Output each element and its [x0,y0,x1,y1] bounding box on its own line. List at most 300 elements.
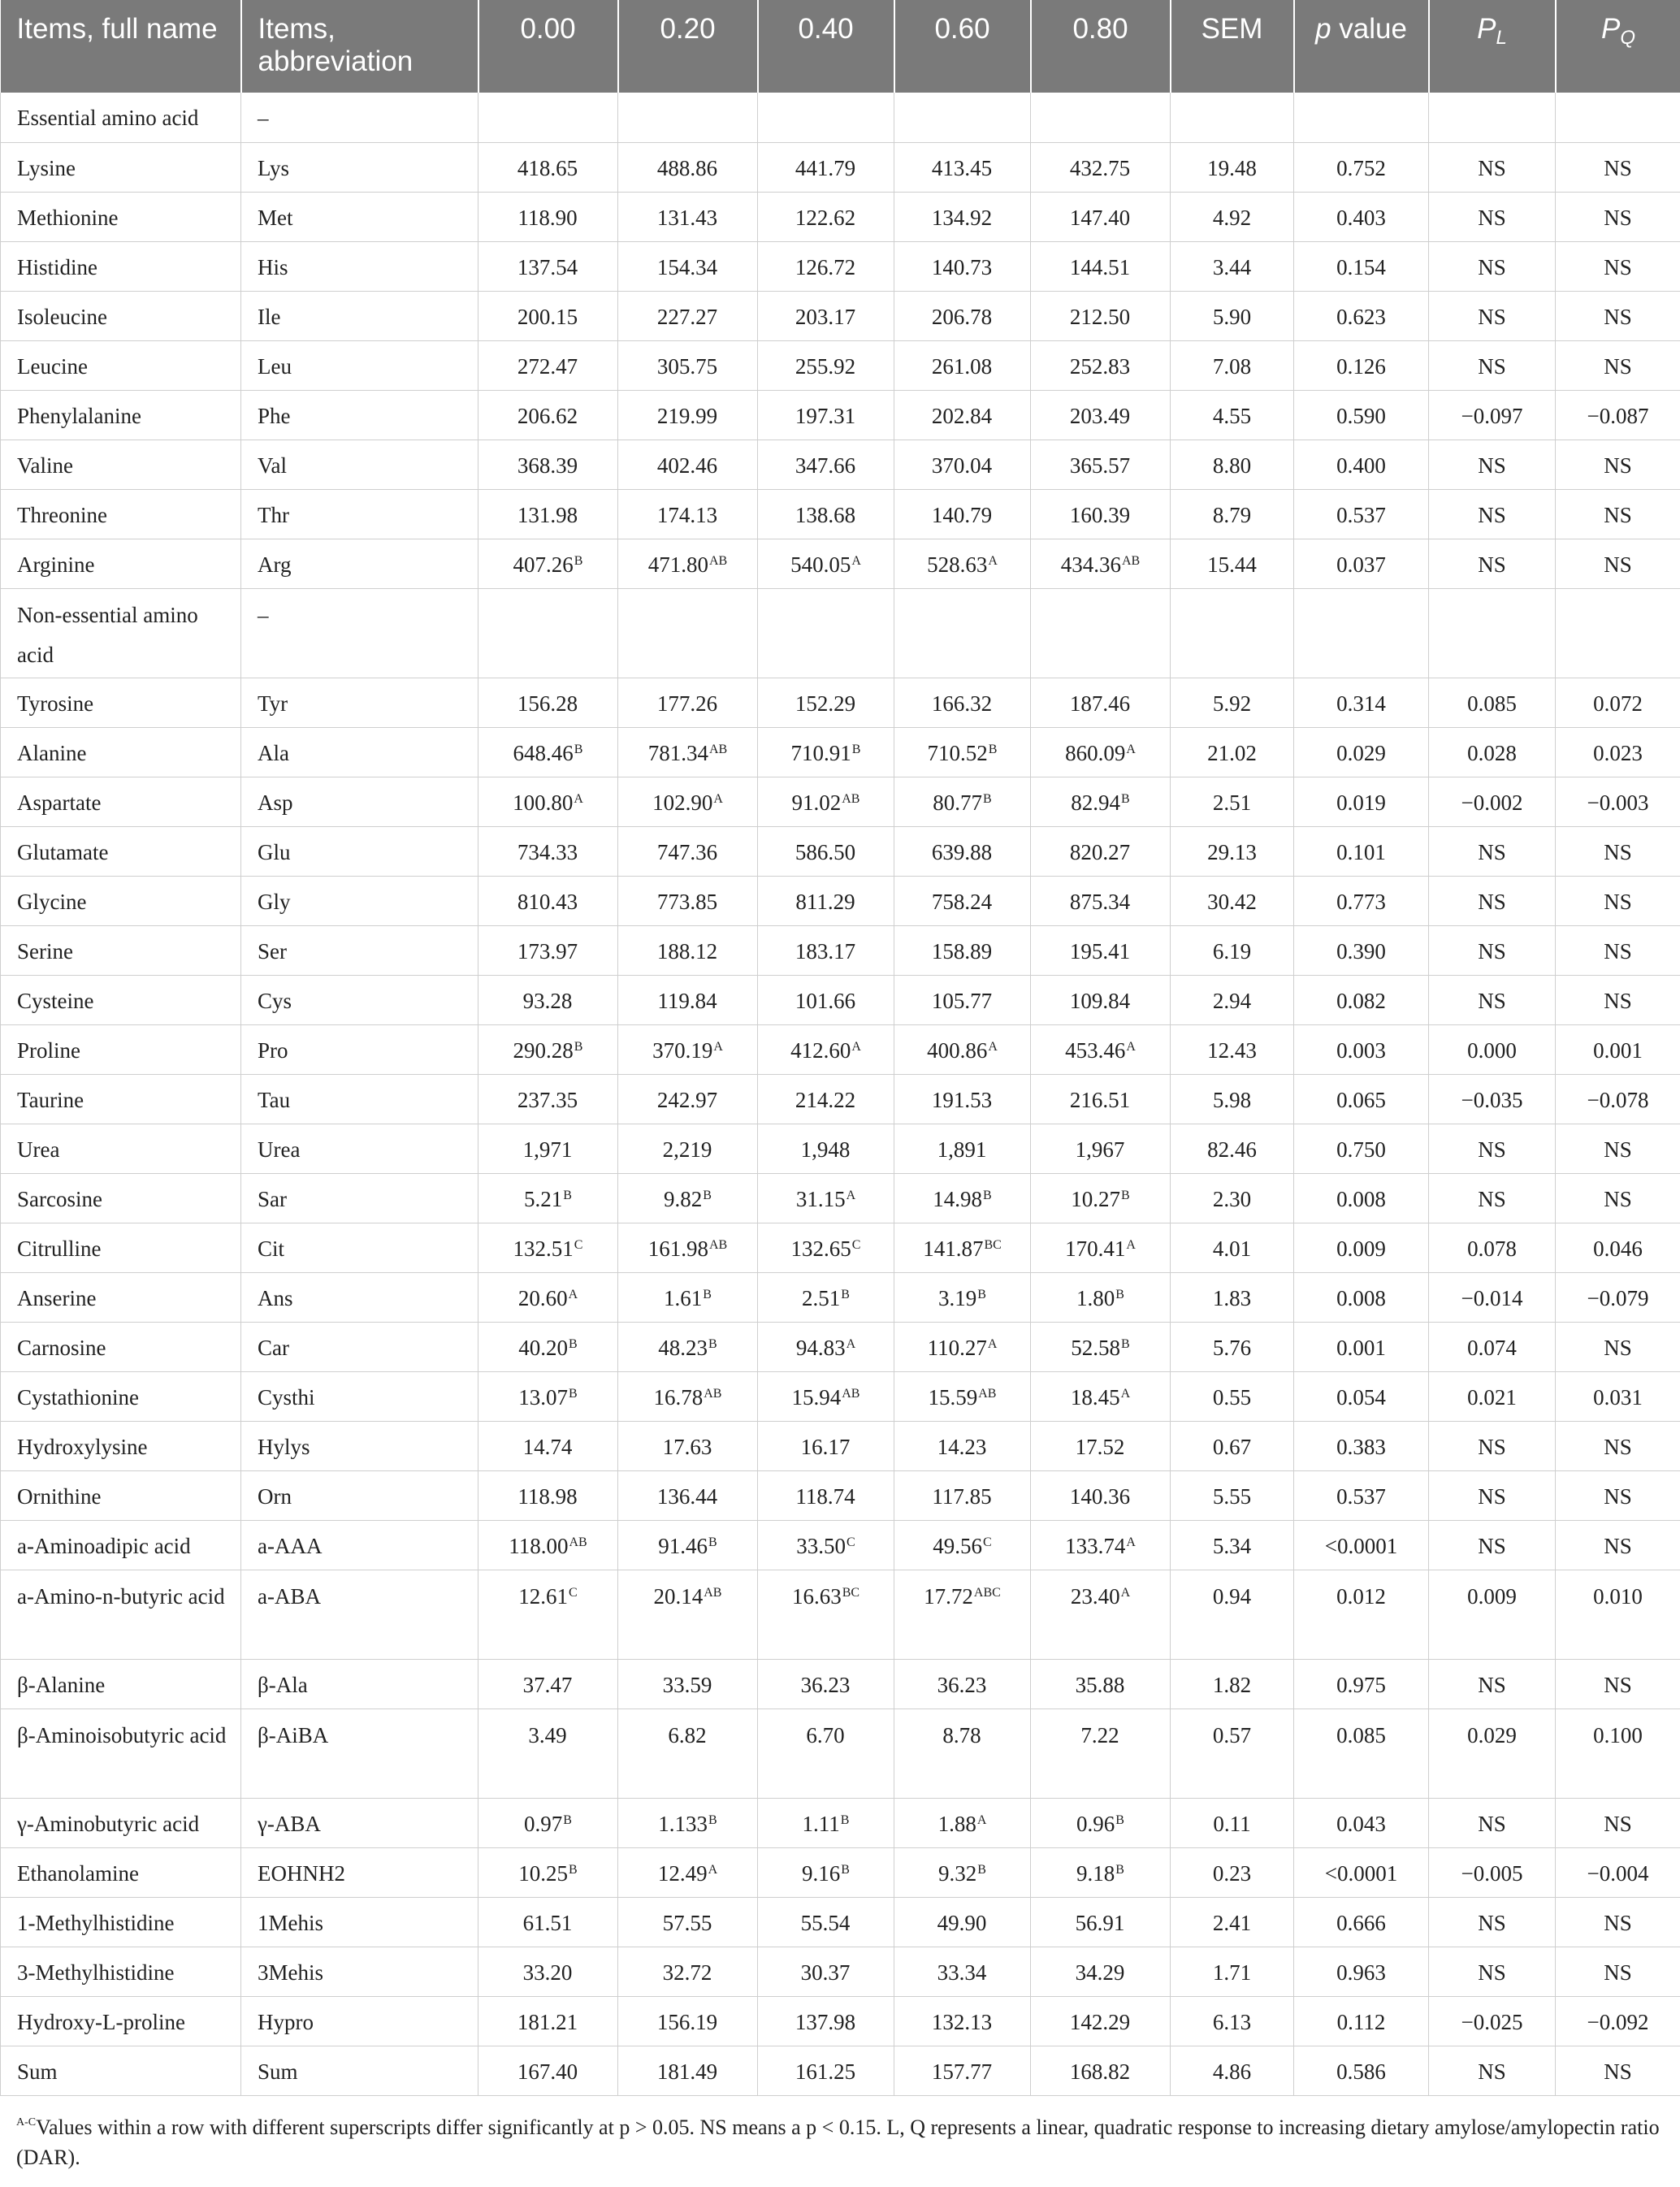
cell-superscript: B [841,1862,850,1877]
cell-full-name: Tyrosine [1,678,241,727]
cell-full-name: Hydroxy-L-proline [1,1996,241,2046]
cell-value: 10.25 [518,1860,569,1886]
cell-full-name: γ-Aminobutyric acid [1,1798,241,1847]
cell-value: 710.52 [927,740,988,765]
cell-value: 105.77 [931,988,993,1013]
cell-dar-0 [478,1520,618,1570]
cell-sem: 5.92 [1171,678,1294,727]
table-row [1,1708,1680,1798]
cell-value: 400.86 [927,1037,988,1063]
cell-full-name: Ornithine [1,1470,241,1520]
cell-pl: NS [1429,2046,1556,2095]
cell-p-value: 0.390 [1294,925,1429,975]
cell-abbreviation: Lys [241,142,478,192]
cell-abbreviation: Hylys [241,1421,478,1470]
cell-value: 432.75 [1069,155,1131,180]
cell-dar-2 [758,291,894,340]
table-row [1,1223,1680,1272]
cell-dar-2 [758,1659,894,1708]
cell-value: 91.46 [658,1533,708,1558]
cell-abbreviation: His [241,241,478,291]
cell-abbreviation: Orn [241,1470,478,1520]
cell-full-name: Taurine [1,1074,241,1124]
cell-full-name: Histidine [1,241,241,291]
cell-abbreviation: γ-ABA [241,1798,478,1847]
cell-value: 49.90 [937,1910,987,1935]
header-p-rest: value [1331,13,1407,45]
cell-value: 261.08 [931,353,993,379]
cell-dar-3 [894,291,1031,340]
cell-p-value: 0.101 [1294,826,1429,876]
cell-value: 142.29 [1069,2009,1131,2034]
table-row [1,1173,1680,1223]
cell-superscript: A [1126,1039,1136,1054]
cell-pl: 0.000 [1429,1024,1556,1074]
header-dar-1: 0.20 [618,0,758,93]
cell-pq: 0.046 [1556,1223,1680,1272]
cell-sem: 5.98 [1171,1074,1294,1124]
cell-dar-0 [478,539,618,588]
cell-p-value: 0.314 [1294,678,1429,727]
cell-dar-3 [894,142,1031,192]
cell-superscript: B [988,742,998,756]
cell-dar-2 [758,826,894,876]
cell-value: 31.15 [795,1186,846,1211]
cell-dar-3 [894,539,1031,588]
cell-full-name: 1-Methylhistidine [1,1897,241,1947]
cell-dar-4 [1031,777,1171,826]
cell-empty [894,588,1031,678]
cell-pq: 0.072 [1556,678,1680,727]
cell-superscript: A [568,1287,578,1301]
cell-value: 252.83 [1069,353,1131,379]
cell-pl: 0.021 [1429,1371,1556,1421]
cell-dar-3 [894,1272,1031,1322]
cell-pl: NS [1429,291,1556,340]
cell-superscript: A [987,1336,998,1351]
cell-superscript: B [574,1039,583,1054]
cell-dar-0 [478,1570,618,1659]
cell-value: 93.28 [522,988,573,1013]
cell-value: 368.39 [517,453,578,478]
table-row [1,1897,1680,1947]
cell-p-value: 0.623 [1294,291,1429,340]
cell-dar-2 [758,539,894,588]
cell-dar-0 [478,390,618,440]
cell-pl: NS [1429,489,1556,539]
cell-sem: 4.01 [1171,1223,1294,1272]
cell-pq: −0.087 [1556,390,1680,440]
cell-dar-1 [618,440,758,489]
cell-dar-3 [894,1124,1031,1173]
cell-pl: NS [1429,1124,1556,1173]
cell-full-name: Alanine [1,727,241,777]
header-p-italic: p [1315,13,1331,45]
cell-sem: 5.90 [1171,291,1294,340]
cell-value: 14.23 [937,1434,987,1459]
cell-abbreviation: Arg [241,539,478,588]
cell-superscript: A [1126,1535,1136,1549]
table-row [1,241,1680,291]
cell-superscript: B [569,1862,578,1877]
cell-abbreviation: Ile [241,291,478,340]
cell-value: 290.28 [513,1037,574,1063]
cell-dar-3 [894,1520,1031,1570]
cell-value: 158.89 [931,938,993,964]
cell-full-name: Cystathionine [1,1371,241,1421]
cell-dar-2 [758,1421,894,1470]
cell-pq: NS [1556,2046,1680,2095]
cell-pq: NS [1556,241,1680,291]
cell-dar-1 [618,1272,758,1322]
cell-superscript: A [851,553,861,568]
cell-value: 16.63 [791,1583,842,1609]
cell-superscript: A [1120,1585,1131,1600]
header-pq-main: P [1600,13,1621,45]
header-pl-main: P [1477,13,1496,45]
cell-p-value: 0.590 [1294,390,1429,440]
cell-pl: NS [1429,876,1556,925]
cell-value: 117.85 [932,1483,992,1509]
cell-p-value: 0.043 [1294,1798,1429,1847]
cell-value: 181.21 [517,2009,578,2034]
cell-value: 5.21 [524,1186,563,1211]
cell-value: 7.22 [1080,1722,1119,1747]
cell-value: 14.74 [522,1434,573,1459]
footnote [0,2096,1680,2172]
cell-value: 33.20 [522,1960,573,1985]
cell-dar-4 [1031,1520,1171,1570]
cell-dar-4 [1031,1371,1171,1421]
cell-pq: 0.001 [1556,1024,1680,1074]
cell-superscript: B [1115,1862,1124,1877]
cell-pq: NS [1556,925,1680,975]
cell-dar-3 [894,1659,1031,1708]
cell-pq: NS [1556,1421,1680,1470]
cell-value: 237.35 [517,1087,578,1112]
cell-dar-1 [618,1947,758,1996]
cell-value: 122.62 [795,205,856,230]
cell-superscript: B [1115,1812,1124,1827]
cell-dar-1 [618,1470,758,1520]
cell-abbreviation: Ala [241,727,478,777]
cell-value: 40.20 [518,1335,569,1360]
cell-value: 453.46 [1065,1037,1126,1063]
cell-value: 33.59 [662,1672,712,1697]
cell-value: 418.65 [517,155,578,180]
cell-dar-2 [758,1847,894,1897]
cell-dar-1 [618,975,758,1024]
cell-dar-1 [618,727,758,777]
cell-empty [1294,588,1429,678]
cell-pl: NS [1429,1798,1556,1847]
table-row [1,975,1680,1024]
cell-value: 195.41 [1069,938,1131,964]
cell-value: 30.37 [800,1960,851,1985]
cell-pl: NS [1429,440,1556,489]
cell-superscript: A [713,1039,723,1054]
cell-value: 13.07 [518,1384,569,1410]
cell-value: 20.14 [653,1583,704,1609]
cell-dar-2 [758,1173,894,1223]
cell-value: 413.45 [931,155,993,180]
cell-value: 12.49 [657,1860,708,1886]
cell-pq: NS [1556,291,1680,340]
section-row [1,588,1680,678]
cell-full-name: Ethanolamine [1,1847,241,1897]
cell-superscript: A [708,1862,718,1877]
cell-value: 94.83 [795,1335,846,1360]
cell-dar-1 [618,1322,758,1371]
cell-abbreviation: Glu [241,826,478,876]
cell-full-name: a-Aminoadipic acid [1,1520,241,1570]
footnote-superscript: A-C [16,2116,37,2129]
cell-abbreviation: Car [241,1322,478,1371]
header-dar-3: 0.60 [894,0,1031,93]
cell-p-value: 0.126 [1294,340,1429,390]
cell-dar-2 [758,876,894,925]
cell-value: 540.05 [790,552,851,577]
cell-value: 101.66 [795,988,856,1013]
cell-dar-0 [478,340,618,390]
cell-value: 82.94 [1071,790,1121,815]
cell-dar-2 [758,1570,894,1659]
cell-value: 206.78 [931,304,993,329]
cell-value: 137.98 [795,2009,856,2034]
cell-superscript: A [1126,742,1136,756]
cell-abbreviation: 3Mehis [241,1947,478,1996]
cell-dar-4 [1031,1421,1171,1470]
cell-full-name: Methionine [1,192,241,241]
cell-dar-1 [618,340,758,390]
table-row [1,440,1680,489]
cell-value: 811.29 [795,889,855,914]
cell-pq: −0.092 [1556,1996,1680,2046]
cell-pl: 0.029 [1429,1708,1556,1798]
cell-value: 157.77 [931,2059,993,2084]
table-row [1,340,1680,390]
cell-pq: NS [1556,1798,1680,1847]
cell-dar-4 [1031,876,1171,925]
cell-dar-4 [1031,241,1171,291]
cell-sem: 0.57 [1171,1708,1294,1798]
cell-dar-1 [618,1421,758,1470]
cell-dar-3 [894,192,1031,241]
cell-dar-3 [894,1470,1031,1520]
cell-superscript: A [1126,1237,1136,1252]
cell-dar-4 [1031,192,1171,241]
cell-empty [1294,93,1429,142]
cell-value: 1,967 [1075,1137,1125,1162]
cell-pl: −0.025 [1429,1996,1556,2046]
cell-dar-4 [1031,440,1171,489]
cell-abbreviation: Pro [241,1024,478,1074]
cell-value: 242.97 [656,1087,718,1112]
cell-superscript: B [983,791,992,806]
cell-value: 140.36 [1069,1483,1131,1509]
cell-dar-1 [618,1708,758,1798]
cell-dar-3 [894,777,1031,826]
cell-full-name: Non-essential amino acid [1,588,241,678]
cell-value: 154.34 [656,254,718,279]
cell-sem: 1.71 [1171,1947,1294,1996]
cell-dar-3 [894,1322,1031,1371]
cell-dar-0 [478,241,618,291]
cell-superscript: AB [704,1386,722,1401]
cell-pl: 0.085 [1429,678,1556,727]
cell-superscript: B [569,1336,578,1351]
cell-pq: NS [1556,340,1680,390]
cell-dar-0 [478,1847,618,1897]
cell-dar-2 [758,142,894,192]
cell-dar-3 [894,925,1031,975]
cell-superscript: B [703,1188,712,1202]
header-abbreviation: Items, abbreviation [241,0,478,93]
cell-dar-1 [618,390,758,440]
cell-pl: NS [1429,1173,1556,1223]
cell-dar-4 [1031,1897,1171,1947]
cell-superscript: AB [842,791,860,806]
cell-pq: NS [1556,876,1680,925]
cell-dar-2 [758,1272,894,1322]
cell-sem: 7.08 [1171,340,1294,390]
cell-p-value: 0.586 [1294,2046,1429,2095]
cell-abbreviation: Thr [241,489,478,539]
cell-pl: NS [1429,340,1556,390]
cell-value: 118.90 [517,205,578,230]
cell-p-value: 0.403 [1294,192,1429,241]
cell-p-value: 0.082 [1294,975,1429,1024]
cell-pl: NS [1429,975,1556,1024]
cell-dar-0 [478,1322,618,1371]
cell-dar-3 [894,727,1031,777]
cell-pq: 0.031 [1556,1371,1680,1421]
cell-dar-2 [758,440,894,489]
cell-value: 16.78 [653,1384,704,1410]
cell-empty [758,93,894,142]
cell-full-name: 3-Methylhistidine [1,1947,241,1996]
cell-superscript: B [708,1336,717,1351]
cell-dar-3 [894,1947,1031,1996]
cell-value: 203.17 [795,304,856,329]
table-row [1,1798,1680,1847]
cell-dar-1 [618,1847,758,1897]
cell-full-name: Sarcosine [1,1173,241,1223]
cell-dar-2 [758,1024,894,1074]
cell-sem: 2.30 [1171,1173,1294,1223]
cell-value: 820.27 [1069,839,1131,864]
cell-full-name: Hydroxylysine [1,1421,241,1470]
cell-superscript: B [1121,1188,1130,1202]
cell-dar-0 [478,1272,618,1322]
cell-value: 747.36 [656,839,718,864]
table-row [1,727,1680,777]
cell-superscript: B [574,742,583,756]
cell-pq: NS [1556,826,1680,876]
cell-value: 15.94 [791,1384,842,1410]
cell-sem: 1.83 [1171,1272,1294,1322]
table-row [1,1371,1680,1421]
cell-superscript: B [703,1287,712,1301]
cell-value: 206.62 [517,403,578,428]
cell-dar-3 [894,1074,1031,1124]
cell-value: 12.61 [518,1583,569,1609]
cell-value: 132.51 [513,1236,574,1261]
cell-sem: 8.79 [1171,489,1294,539]
cell-value: 227.27 [656,304,718,329]
cell-dar-1 [618,1024,758,1074]
footnote-text: Values within a row with different superscripts differ significantly at p > 0.05. NS means a p < 0.15. L, Q represents a linear, quadratic response to increasing dietary amylose/amylopectin ratio (DAR). [16,2115,1660,2169]
cell-dar-3 [894,1421,1031,1470]
cell-dar-0 [478,876,618,925]
cell-dar-1 [618,826,758,876]
cell-pl: −0.097 [1429,390,1556,440]
cell-value: 33.50 [796,1533,846,1558]
cell-value: 370.19 [652,1037,713,1063]
cell-value: 6.82 [668,1722,707,1747]
cell-pq: NS [1556,1947,1680,1996]
cell-p-value: 0.963 [1294,1947,1429,1996]
cell-empty [618,588,758,678]
cell-dar-2 [758,925,894,975]
cell-pq: NS [1556,1470,1680,1520]
cell-dar-0 [478,1659,618,1708]
cell-dar-4 [1031,1272,1171,1322]
cell-superscript: A [846,1188,856,1202]
cell-abbreviation: Ans [241,1272,478,1322]
cell-sem: 15.44 [1171,539,1294,588]
cell-value: 203.49 [1069,403,1131,428]
cell-full-name: Arginine [1,539,241,588]
cell-value: 10.27 [1071,1186,1121,1211]
cell-superscript: BC [984,1237,1002,1252]
cell-dar-0 [478,777,618,826]
cell-abbreviation: Val [241,440,478,489]
cell-superscript: AB [709,742,728,756]
cell-empty [758,588,894,678]
cell-sem: 4.86 [1171,2046,1294,2095]
cell-dar-0 [478,1421,618,1470]
cell-pq: NS [1556,142,1680,192]
cell-pq: NS [1556,440,1680,489]
cell-p-value: 0.003 [1294,1024,1429,1074]
cell-value: 17.63 [662,1434,712,1459]
cell-p-value: 0.975 [1294,1659,1429,1708]
cell-abbreviation: β-AiBA [241,1708,478,1798]
header-row [1,0,1680,93]
header-pl [1429,0,1556,93]
cell-full-name: Leucine [1,340,241,390]
cell-pl: NS [1429,826,1556,876]
header-full-name: Items, full name [1,0,241,93]
cell-sem: 0.23 [1171,1847,1294,1897]
cell-value: 0.97 [524,1811,563,1836]
cell-pl: NS [1429,1421,1556,1470]
cell-sem: 4.92 [1171,192,1294,241]
cell-dar-3 [894,390,1031,440]
cell-value: 471.80 [647,552,708,577]
cell-empty [1429,93,1556,142]
cell-value: 132.13 [931,2009,993,2034]
cell-pq: 0.100 [1556,1708,1680,1798]
cell-dar-0 [478,1947,618,1996]
cell-value: 488.86 [656,155,718,180]
cell-pq: NS [1556,1124,1680,1173]
cell-value: 15.59 [928,1384,978,1410]
cell-empty [1429,588,1556,678]
table-row [1,1847,1680,1897]
cell-sem: 4.55 [1171,390,1294,440]
